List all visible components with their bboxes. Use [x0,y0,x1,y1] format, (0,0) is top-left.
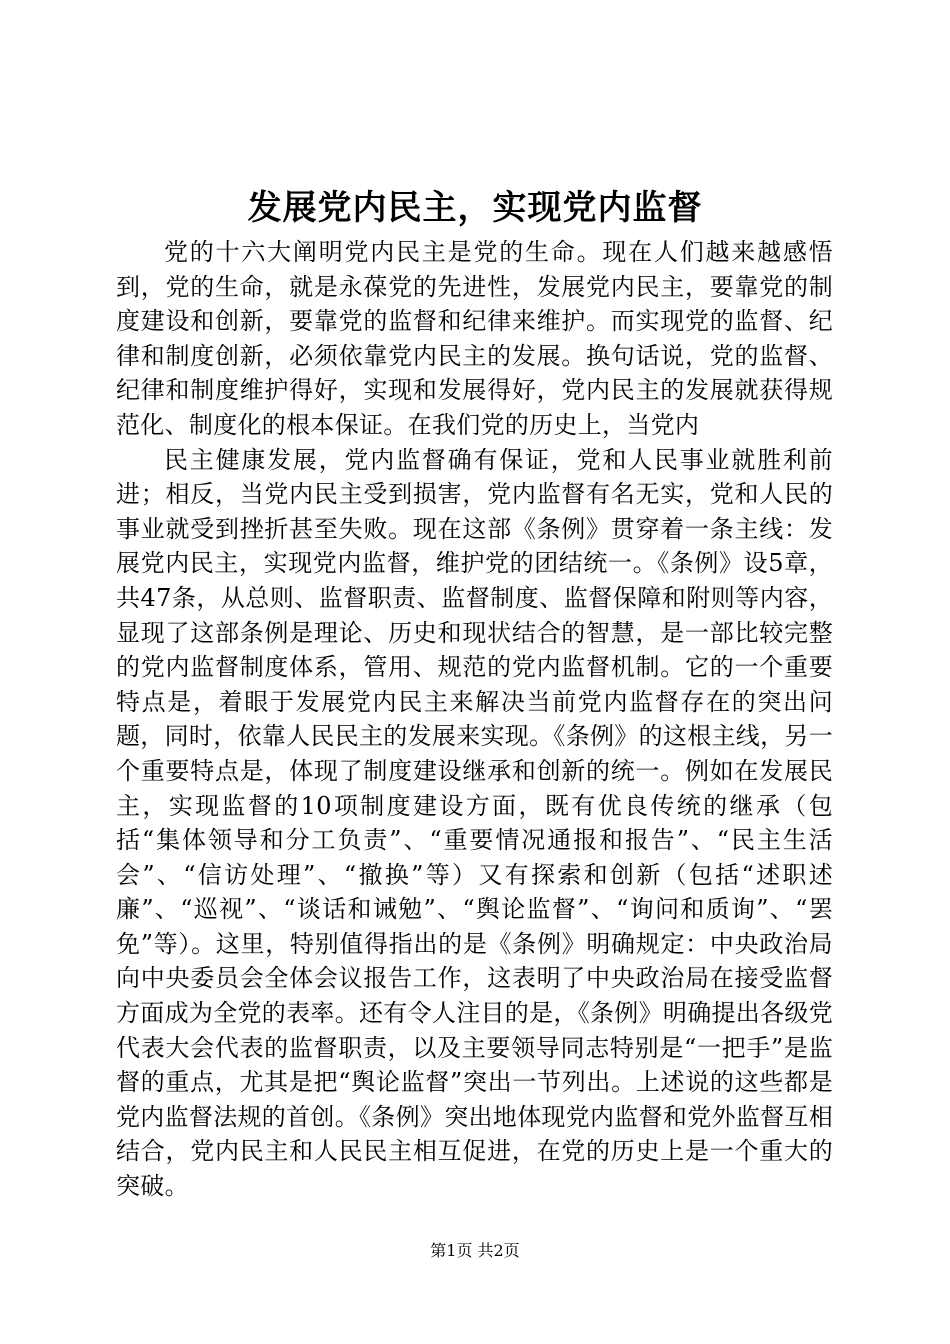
page-footer: 第1页 共2页 [430,1241,520,1260]
paragraph-1: 党的十六大阐明党内民主是党的生命。现在人们越来越感悟到，党的生命，就是永葆党的先进性，发展党内民主，要靠党的制度建设和创新，要靠党的监督和纪律来维护。而实现党的监督、纪律和制度创新，必须依靠党内民主的发展。换句话说，党的监督、纪律和制度维护得好，实现和发展得好，党内民主的发展就获得规范化、制度化的根本保证。在我们党的历史上，当党内 [116,238,833,439]
document-title: 发展党内民主，实现党内监督 [247,188,703,228]
paragraph-2: 民主健康发展，党内监督确有保证，党和人民事业就胜利前进；相反，当党内民主受到损害，党内监督有名无实，党和人民的事业就受到挫折甚至失败。现在这部《条例》贯穿着一条主线：发展党内民主，实现党内监督，维护党的团结统一。《条例》设5章，共47条，从总则、监督职责、监督制度、监督保障和附则等内容，显现了这部条例是理论、历史和现状结合的智慧，是一部比较完整的党内监督制度体系，管用、规范的党内监督机制。它的一个重要特点是，着眼于发展党内民主来解决当前党内监督存在的突出问题，同时，依靠人民民主的发展来实现。《条例》的这根主线，另一个重要特点是，体现了制度建设继承和创新的统一。例如在发展民主，实现监督的10项制度建设方面，既有优良传统的继承（包括“集体领导和分工负责”、“重要情况通报和报告”、“民主生活会”、“信访处理”、“撤换”等）又有探索和创新（包括“述职述廉”、“巡视”、“谈话和诫勉”、“舆论监督”、“询问和质询”、“罢免”等）。这里，特别值得指出的是《条例》明确规定：中央政治局向中央委员会全体会议报告工作，这表明了中央政治局在接受监督方面成为全党的表率。还有令人注目的是，《条例》明确提出各级党代表大会代表的监督职责，以及主要领导同志特别是“一把手”是监督的重点，尤其是把“舆论监督”突出一节列出。上述说的这些都是党内监督法规的首创。《条例》突出地体现党内监督和党外监督互相结合，党内民主和人民民主相互促进，在党的历史上是一个重大的突破。 [116,445,833,1201]
document-body [116,235,833,1204]
